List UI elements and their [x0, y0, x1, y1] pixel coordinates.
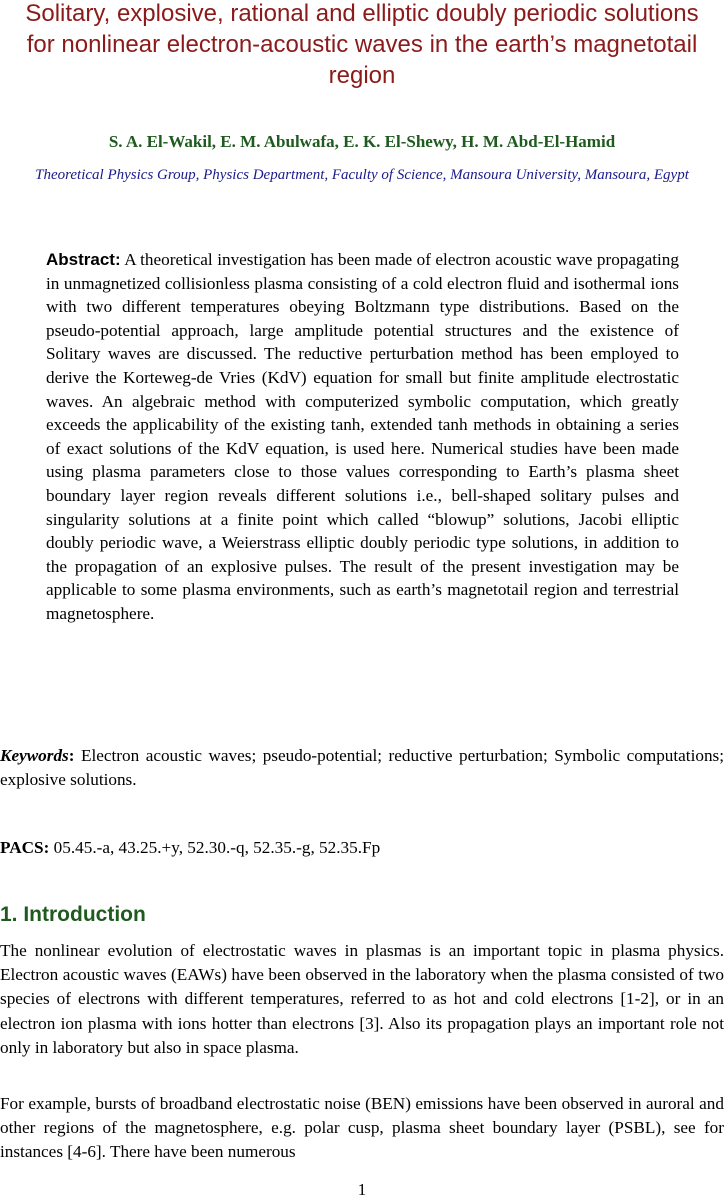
page-number: 1 [357, 1180, 367, 1199]
keywords-text: Electron acoustic waves; pseudo-potential; reductive perturbation; Symbolic computations; explosive solutions. [0, 746, 724, 789]
keywords: Keywords: Electron acoustic waves; pseudo-potential; reductive perturbation; Symbolic computations; explosive solutions. [0, 746, 724, 789]
section-heading-introduction: 1. Introduction [0, 903, 146, 926]
intro-paragraph-1: The nonlinear evolution of electrostatic waves in plasmas is an important topic in plasma physics. Electron acoustic waves (EAWs) have been observed in the laboratory when the plasma consisted of two species of electrons with different temperatures, referred to as hot and cold electrons [1-2], or in an electron ion plasma with ions hotter than electrons [3]. Also its propagation plays an important role not only in laboratory but also in space plasma. [0, 941, 724, 1057]
pacs [0, 838, 724, 858]
intro-paragraph-2: For example, bursts of broadband electrostatic noise (BEN) emissions have been observed in auroral and other regions of the magnetosphere, e.g. polar cusp, plasma sheet boundary layer (PSBL), see for instances [4-6]. There have been numerous [0, 1094, 724, 1162]
author-list: S. A. El-Wakil, E. M. Abulwafa, E. K. El-Shewy, H. M. Abd-El-Hamid [108, 132, 616, 151]
abstract-label: Abstract: [46, 250, 121, 269]
abstract [46, 248, 679, 626]
paper-title: Solitary, explosive, rational and elliptic doubly periodic solutions for nonlinear electron-acoustic waves in the earth’s magnetotail region [25, 0, 699, 89]
keywords-label: Keywords [0, 746, 69, 765]
pacs-label: PACS: [0, 838, 50, 857]
abstract-text: A theoretical investigation has been made of electron acoustic wave propagating in unmagnetized collisionless plasma consisting of a cold electron fluid and isothermal ions with two different temperatures obeying Boltzmann type distributions. Based on the pseudo-potential approach, large amplitude potential structures and the existence of Solitary waves are discussed. The reductive perturbation method has been employed to derive the Korteweg-de Vries (KdV) equation for small but finite amplitude electrostatic waves. An algebraic method with computerized symbolic computation, which greatly exceeds the applicability of the existing tanh, extended tanh methods in obtaining a series of exact solutions of the KdV equation, is used here. Numerical studies have been made using plasma parameters close to those values corresponding to Earth’s plasma sheet boundary layer region reveals different solutions i.e., bell-shaped solitary pulses and singularity solutions at a finite point which called “blowup” solutions, Jacobi elliptic doubly periodic wave, a Weierstrass elliptic doubly periodic type solutions, in addition to the propagation of an explosive pulses. The result of the present investigation may be applicable to some plasma environments, such as earth’s magnetotail region and terrestrial magnetosphere. [46, 250, 679, 623]
pacs-codes: 05.45.-a, 43.25.+y, 52.30.-q, 52.35.-g, 52.35.Fp [53, 838, 381, 857]
affiliation: Theoretical Physics Group, Physics Department, Faculty of Science, Mansoura University, Mansoura, Egypt [35, 167, 689, 183]
